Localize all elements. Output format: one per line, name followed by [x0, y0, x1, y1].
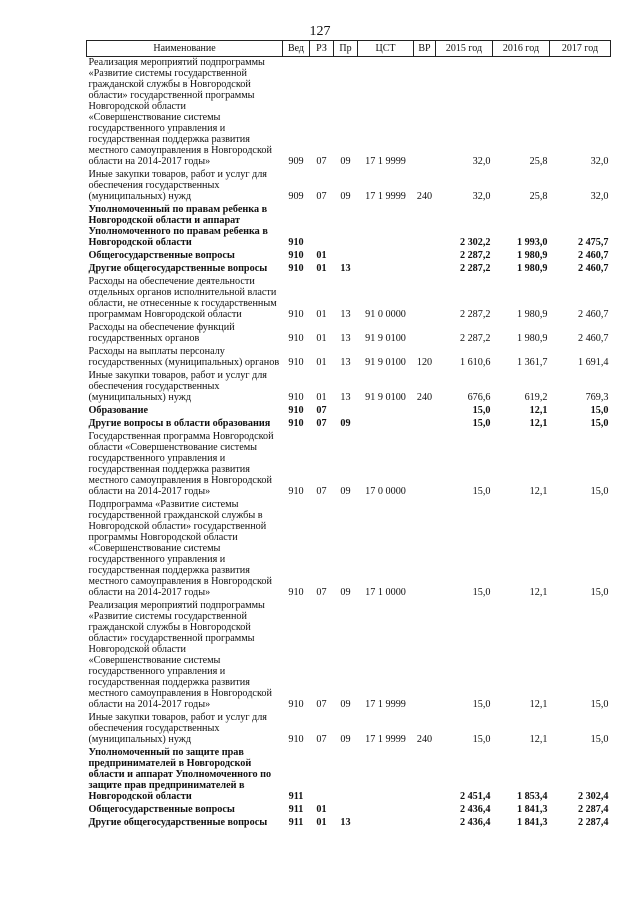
cell-2017: 15,0 [590, 734, 609, 745]
cell-2017: 2 475,7 [577, 237, 609, 248]
cell-pr [334, 747, 358, 804]
cell-2016: 12,1 [529, 587, 548, 598]
cell-rz: 07 [316, 699, 327, 710]
cell-name: Иные закупки товаров, работ и услуг для обеспечения государственных (муниципальных) нужд [88, 712, 267, 745]
budget-table [86, 40, 611, 830]
cell-name: Расходы на выплаты персоналу государственных (муниципальных) органов [88, 346, 280, 368]
cell-2016: 12,1 [529, 734, 548, 745]
cell-2016: 1 841,3 [516, 804, 548, 815]
cell-2016: 1 980,9 [516, 263, 548, 274]
cell-2017: 15,0 [590, 418, 609, 429]
cell-2015: 32,0 [472, 191, 491, 202]
cell-name: Государственная программа Новгородской области «Совершенствование системы государственного управления и государственная поддержка развития местного самоуправления в Новгородской области на 2014-2017 годы» [88, 431, 274, 497]
cell-pr: 13 [340, 392, 351, 403]
cell-2015: 2 436,4 [459, 817, 491, 828]
cell-2017: 32,0 [590, 156, 609, 167]
header-2016: 2016 год [493, 41, 550, 57]
cell-pr: 09 [340, 699, 351, 710]
cell-pr [334, 405, 358, 418]
cell-cst: 17 1 9999 [365, 156, 406, 167]
table-row [87, 600, 611, 712]
cell-2017: 32,0 [590, 191, 609, 202]
page-number: 127 [309, 24, 331, 39]
header-vr: ВР [414, 41, 436, 57]
table-row [87, 204, 611, 250]
cell-2015: 15,0 [472, 587, 491, 598]
cell-2015: 676,6 [467, 392, 491, 403]
table-row [87, 250, 611, 263]
cell-ved: 909 [288, 156, 304, 167]
cell-ved: 911 [288, 817, 304, 828]
cell-vr [414, 431, 436, 499]
cell-rz: 01 [316, 309, 327, 320]
cell-2016: 25,8 [529, 156, 548, 167]
cell-cst: 17 1 9999 [365, 699, 406, 710]
cell-rz: 01 [316, 250, 327, 261]
cell-cst: 17 1 9999 [365, 191, 406, 202]
cell-vr: 240 [416, 734, 433, 745]
cell-pr: 13 [340, 263, 351, 274]
cell-rz: 01 [316, 333, 327, 344]
cell-name: Общегосударственные вопросы [88, 250, 235, 261]
cell-cst [358, 804, 414, 817]
cell-name: Иные закупки товаров, работ и услуг для обеспечения государственных (муниципальных) нужд [88, 370, 267, 403]
cell-rz: 07 [316, 486, 327, 497]
cell-2016: 25,8 [529, 191, 548, 202]
table-row [87, 263, 611, 276]
cell-2017: 2 460,7 [577, 250, 609, 261]
table-header-row [87, 41, 611, 57]
cell-name: Уполномоченный по правам ребенка в Новгородской области и аппарат Уполномоченного по правам ребенка в Новгородской области [88, 204, 268, 248]
cell-2016: 12,1 [529, 418, 548, 429]
cell-2016: 1 980,9 [516, 309, 548, 320]
cell-vr [414, 804, 436, 817]
cell-pr: 13 [340, 309, 351, 320]
cell-2016: 1 993,0 [516, 237, 548, 248]
cell-name: Образование [88, 405, 149, 416]
cell-pr: 09 [340, 734, 351, 745]
cell-2017: 769,3 [585, 392, 609, 403]
cell-name: Подпрограмма «Развитие системы государственной гражданской службы в Новгородской области» государственной программы Новгородской области «Совершенствование системы государственного управления и государственная поддержка развития местного самоуправления в Новгородской области на 2014-2017 годы» [88, 499, 272, 598]
cell-rz: 01 [316, 804, 327, 815]
cell-vr: 240 [416, 392, 433, 403]
cell-2017: 15,0 [590, 405, 609, 416]
cell-ved: 911 [288, 791, 304, 802]
table-row [87, 747, 611, 804]
cell-2017: 15,0 [590, 699, 609, 710]
cell-2015: 15,0 [472, 734, 491, 745]
table-row [87, 431, 611, 499]
cell-name: Иные закупки товаров, работ и услуг для обеспечения государственных (муниципальных) нужд [88, 169, 267, 202]
cell-2017: 1 691,4 [577, 357, 609, 368]
cell-ved: 910 [288, 392, 304, 403]
cell-2016: 1 361,7 [516, 357, 548, 368]
cell-vr [414, 817, 436, 830]
cell-vr [414, 418, 436, 431]
cell-2015: 15,0 [472, 405, 491, 416]
cell-vr: 240 [416, 191, 433, 202]
cell-2015: 2 287,2 [459, 263, 491, 274]
cell-ved: 910 [288, 587, 304, 598]
cell-cst [358, 204, 414, 250]
cell-2015: 15,0 [472, 699, 491, 710]
cell-name: Другие общегосударственные вопросы [88, 263, 268, 274]
cell-cst: 91 0 0000 [365, 309, 406, 320]
cell-ved: 910 [288, 405, 304, 416]
table-row [87, 817, 611, 830]
cell-2017: 15,0 [590, 587, 609, 598]
cell-cst: 17 0 0000 [365, 486, 406, 497]
cell-cst: 91 9 0100 [365, 333, 406, 344]
table-row [87, 346, 611, 370]
cell-rz [310, 747, 334, 804]
cell-2017: 2 287,4 [577, 804, 609, 815]
cell-vr [414, 747, 436, 804]
cell-pr: 13 [340, 357, 351, 368]
cell-2015: 32,0 [472, 156, 491, 167]
cell-2017: 2 460,7 [577, 263, 609, 274]
cell-2016: 1 853,4 [516, 791, 548, 802]
cell-rz: 01 [316, 392, 327, 403]
cell-2015: 2 287,2 [459, 333, 491, 344]
header-2017: 2017 год [550, 41, 611, 57]
cell-rz: 01 [316, 817, 327, 828]
cell-2015: 2 451,4 [459, 791, 491, 802]
cell-rz: 07 [316, 156, 327, 167]
cell-2017: 2 460,7 [577, 333, 609, 344]
cell-2016: 1 980,9 [516, 333, 548, 344]
table-row [87, 322, 611, 346]
cell-cst: 91 9 0100 [365, 392, 406, 403]
cell-vr [414, 405, 436, 418]
cell-2015: 2 302,2 [459, 237, 491, 248]
cell-2016: 1 980,9 [516, 250, 548, 261]
table-row [87, 499, 611, 600]
cell-ved: 910 [288, 250, 304, 261]
header-rz: РЗ [310, 41, 334, 57]
cell-rz: 07 [316, 418, 327, 429]
table-body [87, 57, 611, 831]
cell-rz: 07 [316, 405, 327, 416]
cell-cst [358, 418, 414, 431]
cell-pr [334, 804, 358, 817]
cell-pr [334, 204, 358, 250]
cell-rz: 01 [316, 357, 327, 368]
cell-name: Расходы на обеспечение деятельности отдельных органов исполнительной власти области, не отнесенные к государственным программам Новгородской области [88, 276, 277, 320]
header-name: Наименование [87, 41, 283, 57]
cell-2017: 2 287,4 [577, 817, 609, 828]
cell-2015: 1 610,6 [459, 357, 491, 368]
cell-vr [414, 263, 436, 276]
table-row [87, 418, 611, 431]
table-row [87, 712, 611, 747]
cell-cst: 17 1 0000 [365, 587, 406, 598]
cell-pr: 09 [340, 486, 351, 497]
cell-pr: 09 [340, 156, 351, 167]
cell-vr [414, 276, 436, 322]
cell-name: Уполномоченный по защите прав предпринимателей в Новгородской области и аппарат Уполномоченного по защите прав предпринимателей в Новгородской области [88, 747, 272, 802]
cell-2017: 15,0 [590, 486, 609, 497]
cell-rz: 07 [316, 587, 327, 598]
cell-cst: 17 1 9999 [365, 734, 406, 745]
cell-2017: 2 460,7 [577, 309, 609, 320]
header-2015: 2015 год [436, 41, 493, 57]
cell-ved: 910 [288, 699, 304, 710]
cell-pr: 09 [340, 587, 351, 598]
table-row [87, 370, 611, 405]
cell-cst [358, 405, 414, 418]
cell-rz: 07 [316, 191, 327, 202]
cell-ved: 910 [288, 418, 304, 429]
cell-2016: 619,2 [524, 392, 548, 403]
cell-pr: 09 [340, 191, 351, 202]
header-ved: Вед [283, 41, 310, 57]
cell-2015: 2 287,2 [459, 250, 491, 261]
cell-cst [358, 250, 414, 263]
cell-2016: 1 841,3 [516, 817, 548, 828]
cell-2015: 15,0 [472, 418, 491, 429]
cell-pr: 13 [340, 817, 351, 828]
cell-ved: 910 [288, 263, 304, 274]
cell-cst [358, 263, 414, 276]
cell-name: Реализация мероприятий подпрограммы «Развитие системы государственной гражданской службы в Новгородской области» государственной программы Новгородской области «Совершенствование системы государственного управления и государственная поддержка развития местного самоуправления в Новгородской области на 2014-2017 годы» [88, 600, 272, 710]
header-pr: Пр [334, 41, 358, 57]
cell-rz [310, 204, 334, 250]
cell-ved: 910 [288, 486, 304, 497]
cell-name: Общегосударственные вопросы [88, 804, 235, 815]
cell-cst [358, 817, 414, 830]
cell-ved: 910 [288, 333, 304, 344]
cell-name: Реализация мероприятий подпрограммы «Развитие системы государственной гражданской службы в Новгородской области» государственной программы Новгородской области «Совершенствование системы государственного управления и государственная поддержка развития местного самоуправления в Новгородской области на 2014-2017 годы» [88, 57, 272, 167]
cell-cst [358, 747, 414, 804]
cell-2016: 12,1 [529, 486, 548, 497]
table-row [87, 169, 611, 204]
cell-ved: 910 [288, 237, 304, 248]
cell-name: Расходы на обеспечение функций государственных органов [88, 322, 235, 344]
cell-vr [414, 204, 436, 250]
cell-2015: 2 436,4 [459, 804, 491, 815]
cell-vr [414, 322, 436, 346]
cell-ved: 910 [288, 357, 304, 368]
cell-2016: 12,1 [529, 699, 548, 710]
cell-pr: 13 [340, 333, 351, 344]
cell-rz: 01 [316, 263, 327, 274]
cell-vr [414, 600, 436, 712]
cell-pr: 09 [340, 418, 351, 429]
cell-vr [414, 250, 436, 263]
table-row [87, 57, 611, 170]
cell-vr [414, 499, 436, 600]
table-row [87, 804, 611, 817]
cell-name: Другие вопросы в области образования [88, 418, 271, 429]
cell-2017: 2 302,4 [577, 791, 609, 802]
cell-vr: 120 [416, 357, 433, 368]
cell-ved: 910 [288, 309, 304, 320]
header-cst: ЦСТ [358, 41, 414, 57]
table-row [87, 405, 611, 418]
table-row [87, 276, 611, 322]
cell-pr [334, 250, 358, 263]
cell-2016: 12,1 [529, 405, 548, 416]
cell-vr [414, 57, 436, 170]
cell-cst: 91 9 0100 [365, 357, 406, 368]
cell-ved: 910 [288, 734, 304, 745]
cell-2015: 2 287,2 [459, 309, 491, 320]
cell-ved: 909 [288, 191, 304, 202]
cell-ved: 911 [288, 804, 304, 815]
cell-rz: 07 [316, 734, 327, 745]
cell-name: Другие общегосударственные вопросы [88, 817, 268, 828]
cell-2015: 15,0 [472, 486, 491, 497]
